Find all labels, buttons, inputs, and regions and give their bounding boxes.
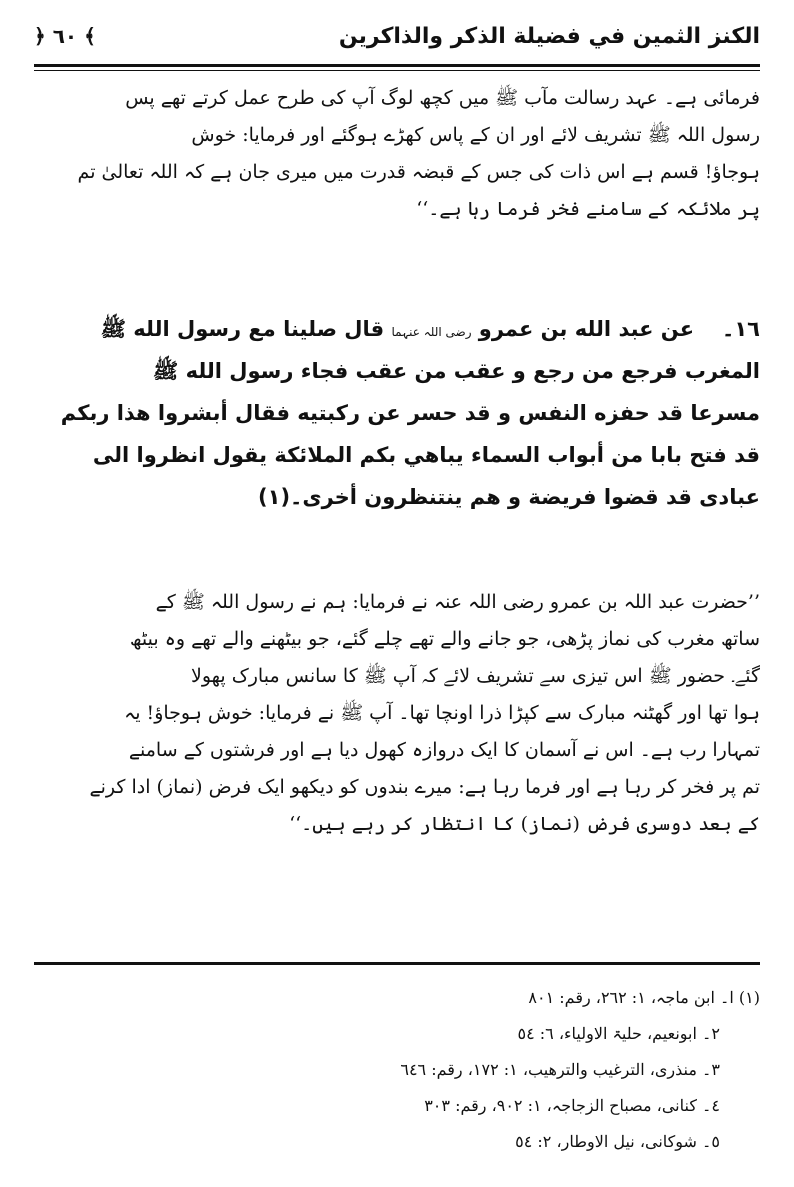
- text-line: ساتھ مغرب کی نماز پڑھی، جو جانے والے تھے چلے گئے، جو بیٹھنے والے تھے وہ بیٹھ: [129, 628, 760, 650]
- text-line: پر ملائکہ کے سامنے فخر فرما رہا ہے۔‘‘: [416, 198, 760, 220]
- footnotes: [340, 980, 760, 1160]
- text-line: تم پر فخر کر رہا ہے اور فرما رہا ہے: میرے بندوں کو دیکھو ایک فرض (نماز) ادا کرنے: [89, 776, 760, 798]
- paragraph-continuation: [34, 80, 760, 228]
- text-line: مسرعا قد حفزه النفس و قد حسر عن ركبتيه فقال أبشروا هذا ربكم: [60, 401, 760, 425]
- text-line: گئے۔ حضور ﷺ اس تیزی سے تشریف لائے کہ آپ ﷺ کا سانس مبارک پھولا: [191, 665, 760, 687]
- footnote-item: ٤۔ کنانی، مصباح الزجاجہ، ١: ٩٠٢، رقم: ٣٠٣: [424, 1096, 720, 1115]
- footnote-item: ٢۔ ابونعیم، حلیۃ الاولیاء، ٦: ٥٤: [517, 1024, 720, 1043]
- hadith-first-line: [34, 308, 760, 350]
- hadith-translation: [34, 584, 760, 843]
- header-rule-thin: [34, 70, 760, 71]
- text-line: قال صلينا مع رسول الله ﷺ: [100, 317, 385, 341]
- honorific: رضی اللہ عنہما: [391, 325, 472, 339]
- page-number: ﴿ ٦٠ ﴾: [34, 24, 96, 48]
- header-rule-thick: [34, 64, 760, 67]
- text-line: المغرب فرجع من رجع و عقب من عقب فجاء رسول الله ﷺ: [152, 359, 760, 383]
- text-line: کے بعد دوسری فرض (نماز) کا انتظار کر رہے ہیں۔‘‘: [289, 813, 760, 835]
- text-line: رسول اللہ ﷺ تشریف لائے اور ان کے پاس کھڑے ہوگئے اور فرمایا: خوش: [191, 124, 760, 146]
- text-line: فرمائی ہے۔ عہد رسالت مآب ﷺ میں کچھ لوگ آپ کی طرح عمل کرتے تھے پس: [125, 87, 760, 109]
- footnote-item: ٣۔ منذری، الترغیب والترهیب، ١: ١٧٢، رقم: ٦٤٦: [400, 1060, 720, 1079]
- hadith-arabic: [34, 308, 760, 518]
- footnote-item: (١) ا۔ ابن ماجہ، ١: ٢٦٢، رقم: ٨٠١: [528, 988, 760, 1007]
- text-line: ’’حضرت عبد اللہ بن عمرو رضی اللہ عنہ نے فرمایا: ہم نے رسول اللہ ﷺ کے: [155, 591, 760, 613]
- text-line: ہوجاؤ! قسم ہے اس ذات کی جس کے قبضہ قدرت میں میری جان ہے کہ اللہ تعالیٰ تم: [77, 161, 760, 183]
- footnote-separator: [34, 962, 760, 965]
- text-line: ہوا تھا اور گھٹنہ مبارک سے کپڑا ذرا اونچا تھا۔ آپ ﷺ نے فرمایا: خوش ہوجاؤ! یہ: [124, 702, 760, 724]
- page-header: [34, 22, 760, 58]
- running-title: الكنز الثمين في فضيلة الذكر والذاكرين: [338, 24, 760, 49]
- text-line: تمہارا رب ہے۔ اس نے آسمان کا ایک دروازہ کھول دیا ہے اور فرشتوں کے سامنے: [128, 739, 760, 761]
- text-line: عبادى قد قضوا فريضة و هم ينتنظرون أخرى۔(١): [258, 485, 760, 509]
- footnote-item: ٥۔ شوکانی، نیل الاوطار، ٢: ٥٤: [515, 1132, 720, 1151]
- hadith-number: ١٦۔: [722, 317, 760, 341]
- text-line: قد فتح بابا من أبواب السماء يباهي بكم الملائكة يقول انظروا الى: [92, 443, 760, 467]
- text-line: عن عبد الله بن عمرو: [478, 317, 695, 341]
